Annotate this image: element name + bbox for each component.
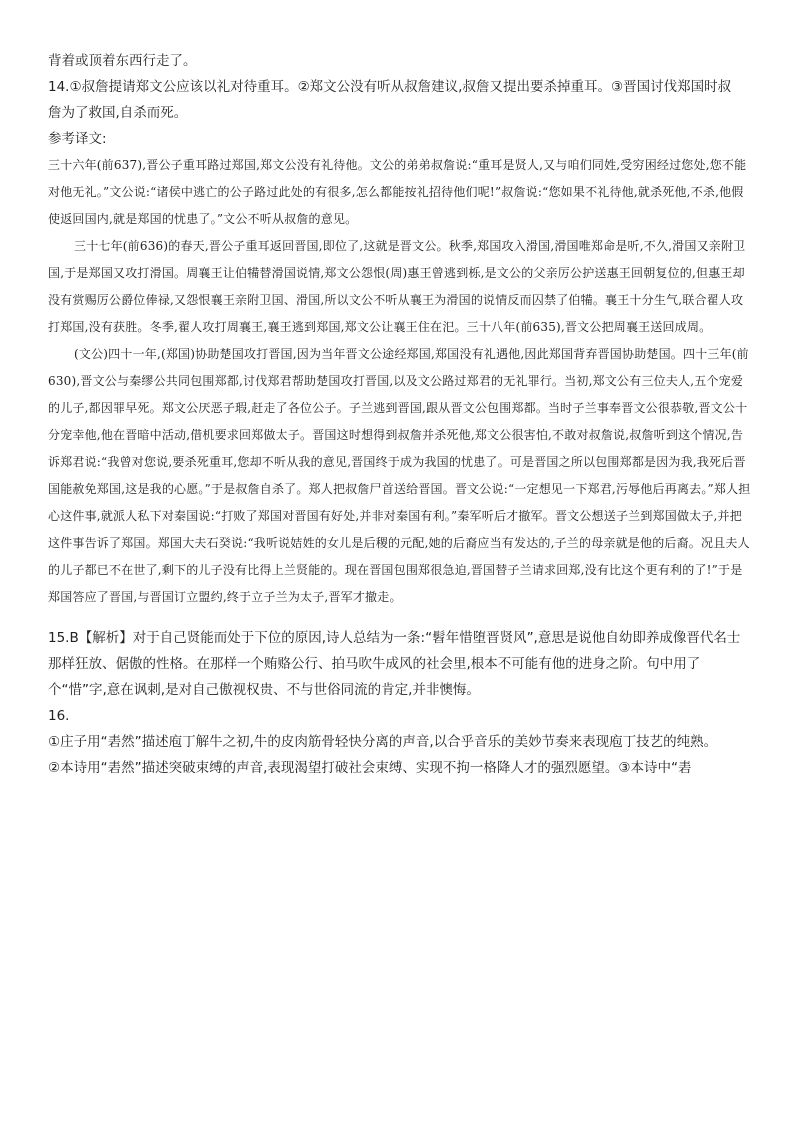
- answer-16-number: 16.: [48, 708, 70, 724]
- translation-paragraph-2: 三十七年(前636)的春天,晋公子重耳返回晋国,即位了,这就是晋文公。秋季,郑国攻入滑国,滑国唯郑命是听,不久,滑国又亲附卫国,于是郑国又攻打滑国。周襄王让伯犕替滑国说情,郑文公怨恨(周)惠王曾逃到栎,是文公的父亲厉公护送惠王回朝复位的,但惠王却没有赏赐厉公爵位俸禄,又怨恨襄王亲附卫国、滑国,所以文公不听从襄王为滑国的说情反而囚禁了伯犕。襄王十分生气,联合翟人攻打郑国,没有获胜。冬季,翟人攻打周襄王,襄王逃到郑国,郑文公让襄王住在汜。三十八年(前635),晋文公把周襄王送回成周。: [48, 239, 746, 334]
- answer-16-point-2: ②本诗用“砉然”描述突破束缚的声音,表现渴望打破社会束缚、实现不拘一格降人才的强烈愿望。③本诗中“砉: [48, 760, 692, 776]
- translation-paragraph-1: 三十六年(前637),晋公子重耳路过郑国,郑文公没有礼待他。文公的弟弟叔詹说:“重耳是贤人,又与咱们同姓,受穷困经过您处,您不能对他无礼。”文公说:“诸侯中逃亡的公子路过此处的有很多,怎么都能按礼招待他们呢!”叔詹说:“您如果不礼待他,就杀死他,不杀,他假使返回国内,就是郑国的忧患了。”文公不听从叔詹的意见。: [48, 158, 747, 226]
- answer-15: 15.B【解析】对于自己贤能而处于下位的原因,诗人总结为一条:“髫年惜堕晋贤风”,意思是说他自幼即养成像晋代名士那样狂放、倨傲的性格。在那样一个贿赂公行、拍马吹牛成风的社会里,根本不可能有他的进身之阶。句中用了个“惜”字,意在讽刺,是对自己傲视权贵、不与世俗同流的肯定,并非懊悔。: [48, 630, 741, 698]
- translation-paragraph-3: (文公)四十一年,(郑国)协助楚国攻打晋国,因为当年晋文公途经郑国,郑国没有礼遇他,因此郑国背弃晋国协助楚国。四十三年(前630),晋文公与秦缪公共同包围郑都,讨伐郑君帮助楚国攻打晋国,以及文公路过郑君的无礼罪行。当初,郑文公有三位夫人,五个宠爱的儿子,都因罪早死。郑文公厌恶子瑕,赶走了各位公子。子兰逃到晋国,跟从晋文公包围郑都。当时子兰事奉晋文公很恭敬,晋文公十分宠幸他,他在晋暗中活动,借机要求回郑做太子。晋国这时想得到叔詹并杀死他,郑文公很害怕,不敢对叔詹说,叔詹听到这个情况,告诉郑君说:“我曾对您说,要杀死重耳,您却不听从我的意见,晋国终于成为我国的忧患了。可是晋国之所以包围郑都是因为我,我死后晋国能赦免郑国,这是我的心愿。”于是叔詹自杀了。郑人把叔詹尸首送给晋国。晋文公说:“一定想见一下郑君,污辱他后再离去。”郑人担心这件事,就派人私下对秦国说:“打败了郑国对晋国有好处,并非对秦国有利。”秦军听后才撤军。晋文公想送子兰到郑国做太子,并把这件事告诉了郑国。郑国大夫石癸说:“我听说姞姓的女儿是后稷的元配,她的后裔应当有发达的,子兰的母亲就是他的后裔。况且夫人的儿子都已不在世了,剩下的儿子没有比得上兰贤能的。现在晋国包围郑很急迫,晋国替子兰请求回郑,没有比这个更有利的了!”于是郑国答应了晋国,与晋国订立盟约,终于立子兰为太子,晋军才撤走。: [48, 347, 751, 604]
- answer-14: 14.①叔詹提请郑文公应该以礼对待重耳。②郑文公没有听从叔詹建议,叔詹又提出要杀掉重耳。③晋国讨伐郑国时叔: [48, 79, 732, 95]
- reference-translation-heading: 参考译文:: [48, 131, 107, 147]
- answer-line: 背着或顶着东西行走了。: [48, 53, 197, 69]
- answer-14-continued: 詹为了救国,自杀而死。: [48, 105, 188, 121]
- answer-16-point-1: ①庄子用“砉然”描述庖丁解牛之初,牛的皮肉筋骨轻快分离的声音,以合乎音乐的美妙节奏来表现庖丁技艺的纯熟。: [48, 734, 718, 750]
- paragraph-gap: [48, 611, 752, 625]
